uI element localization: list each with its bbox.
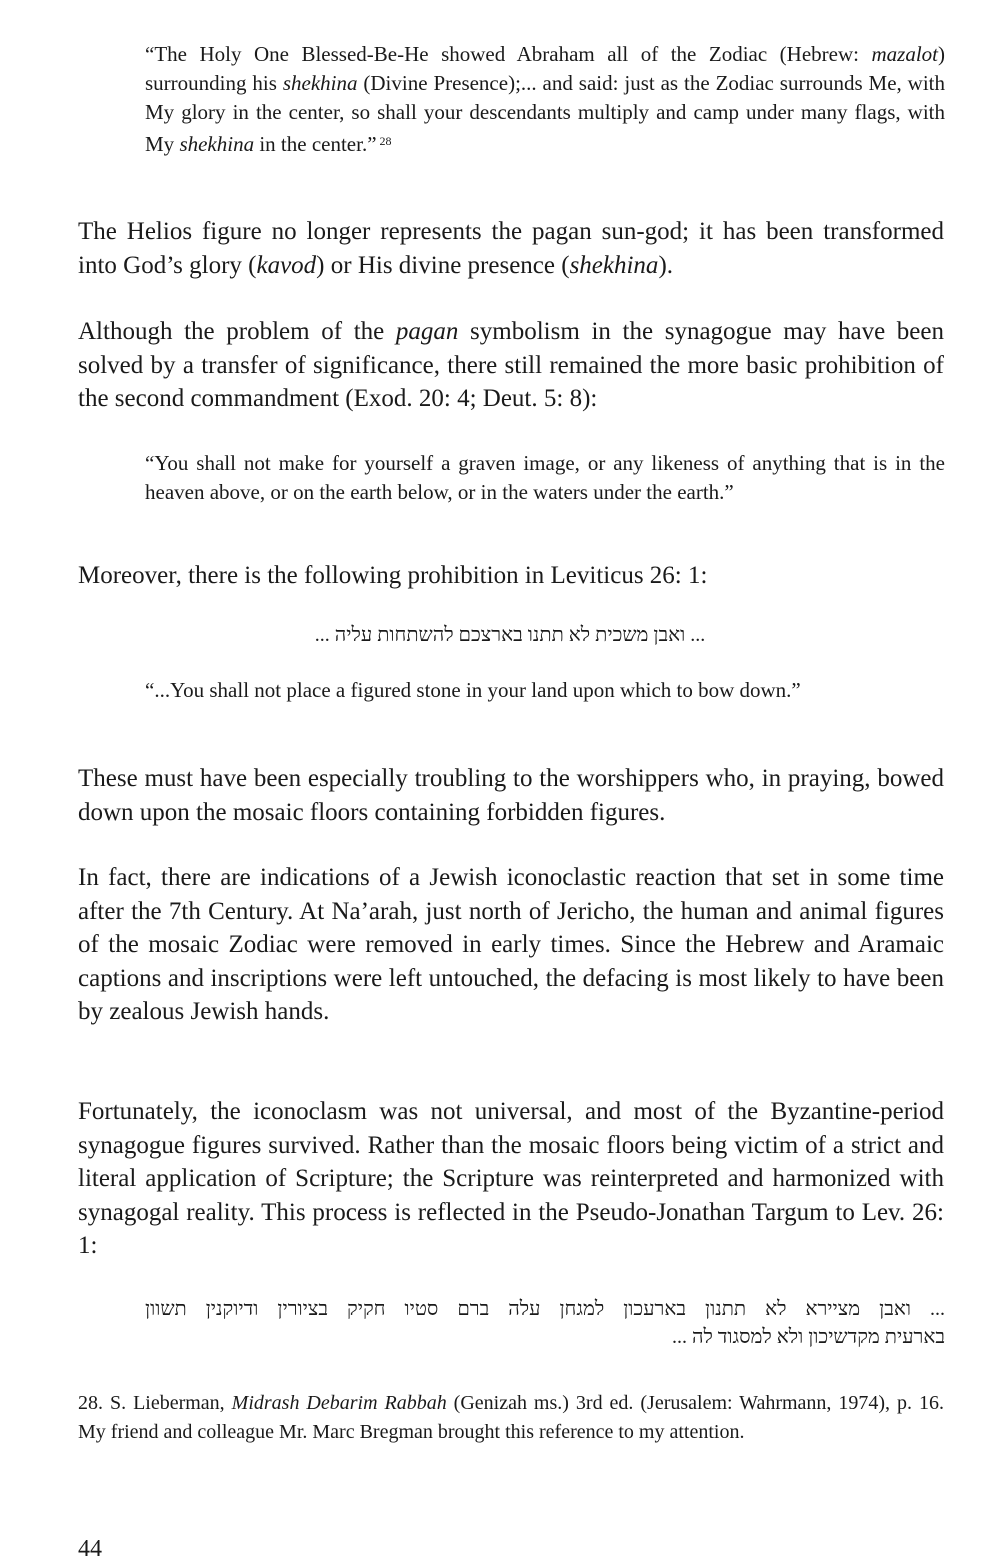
- footnote-italic-title: Midrash Debarim Rabbah: [231, 1392, 447, 1414]
- helios-paragraph: [78, 215, 944, 282]
- paragraph-italic-term: pagan: [395, 318, 459, 345]
- paragraph-text: symbolism in the synagogue may have been solved by a transfer of significance, there still remained the more basic prohibition of the second commandment (Exod. 20: 4; Deut. 5: 8):: [78, 318, 945, 413]
- quote-text: in the center.”: [254, 132, 377, 156]
- iconoclasm-paragraph: In fact, there are indications of a Jewish iconoclastic reaction that set in some time after the 7th Century. At Na’arah, just north of Jericho, the human and animal figures of the mosaic Zodiac were removed in early times. Since the Hebrew and Aramaic captions and inscriptions were left untouched, the defacing is most likely to have been by zealous Jewish hands.: [78, 864, 944, 1026]
- quote-italic-term: shekhina: [179, 132, 255, 156]
- leviticus-translation-quote: “...You shall not place a figured stone in your land upon which to bow down.”: [145, 678, 801, 702]
- hebrew-targum-line-1: ... ואבן מציירא לא תתנון בארעכון למגחן עלה ברם סטיו חקיק בציורין ודיוקנין תשוון: [145, 1298, 945, 1320]
- paragraph-text: Although the problem of the: [78, 318, 396, 345]
- quote-text: (Divine Presence);... and said: just as the Zodiac surrounds Me, with My glory in the center, so shall your descendants multiply and camp under many flags, with My: [145, 71, 946, 156]
- quote-text: “The Holy One Blessed-Be-He showed Abraham all of the Zodiac (Hebrew:: [145, 42, 872, 66]
- footnote-text: (Genizah ms.) 3rd ed. (Jerusalem: Wahrmann, 1974), p. 16. My friend and colleague Mr. Marc Bregman brought this reference to my attention.: [78, 1392, 944, 1443]
- quote-text: ) surrounding his: [145, 42, 945, 95]
- quote-italic-term: shekhina: [282, 71, 358, 95]
- paragraph-text: ).: [658, 251, 674, 279]
- paragraph-italic-term: kavod: [256, 251, 317, 279]
- footnote-reference: 28: [379, 134, 392, 148]
- footnote-text: 28. S. Lieberman,: [78, 1392, 232, 1414]
- targum-paragraph: Fortunately, the iconoclasm was not universal, and most of the Byzantine-period synagogue figures survived. Rather than the mosaic floors being victim of a strict and literal application of Scripture; the Scripture was reinterpreted and harmonized with synagogal reality. This process is reflected in the Pseudo-Jonathan Targum to Lev. 26: 1:: [78, 1098, 944, 1260]
- hebrew-targum-line-2: בארעית מקדשיכון ולא למסגוד לה ...: [671, 1326, 945, 1348]
- paragraph-text: ) or His divine presence (: [316, 251, 570, 279]
- leviticus-intro-paragraph: Moreover, there is the following prohibition in Leviticus 26: 1:: [78, 562, 708, 589]
- midrash-quote: [145, 40, 945, 159]
- footnote-28: [78, 1389, 944, 1447]
- pagan-symbolism-paragraph: [78, 315, 944, 416]
- page-number: 44: [78, 1536, 102, 1562]
- second-commandment-quote: “You shall not make for yourself a graven image, or any likeness of anything that is in the heaven above, or on the earth below, or in the waters under the earth.”: [145, 451, 945, 504]
- quote-italic-term: mazalot: [871, 42, 938, 66]
- paragraph-text: The Helios figure no longer represents the pagan sun-god; it has been transformed into God’s glory (: [78, 218, 944, 279]
- worshippers-paragraph: These must have been especially troubling to the worshippers who, in praying, bowed down upon the mosaic floors containing forbidden figures.: [78, 765, 944, 826]
- hebrew-leviticus-verse: ... ואבן משכית לא תתנו בארצכם להשתחות עליה ...: [314, 624, 706, 646]
- paragraph-italic-term: shekhina: [569, 251, 659, 279]
